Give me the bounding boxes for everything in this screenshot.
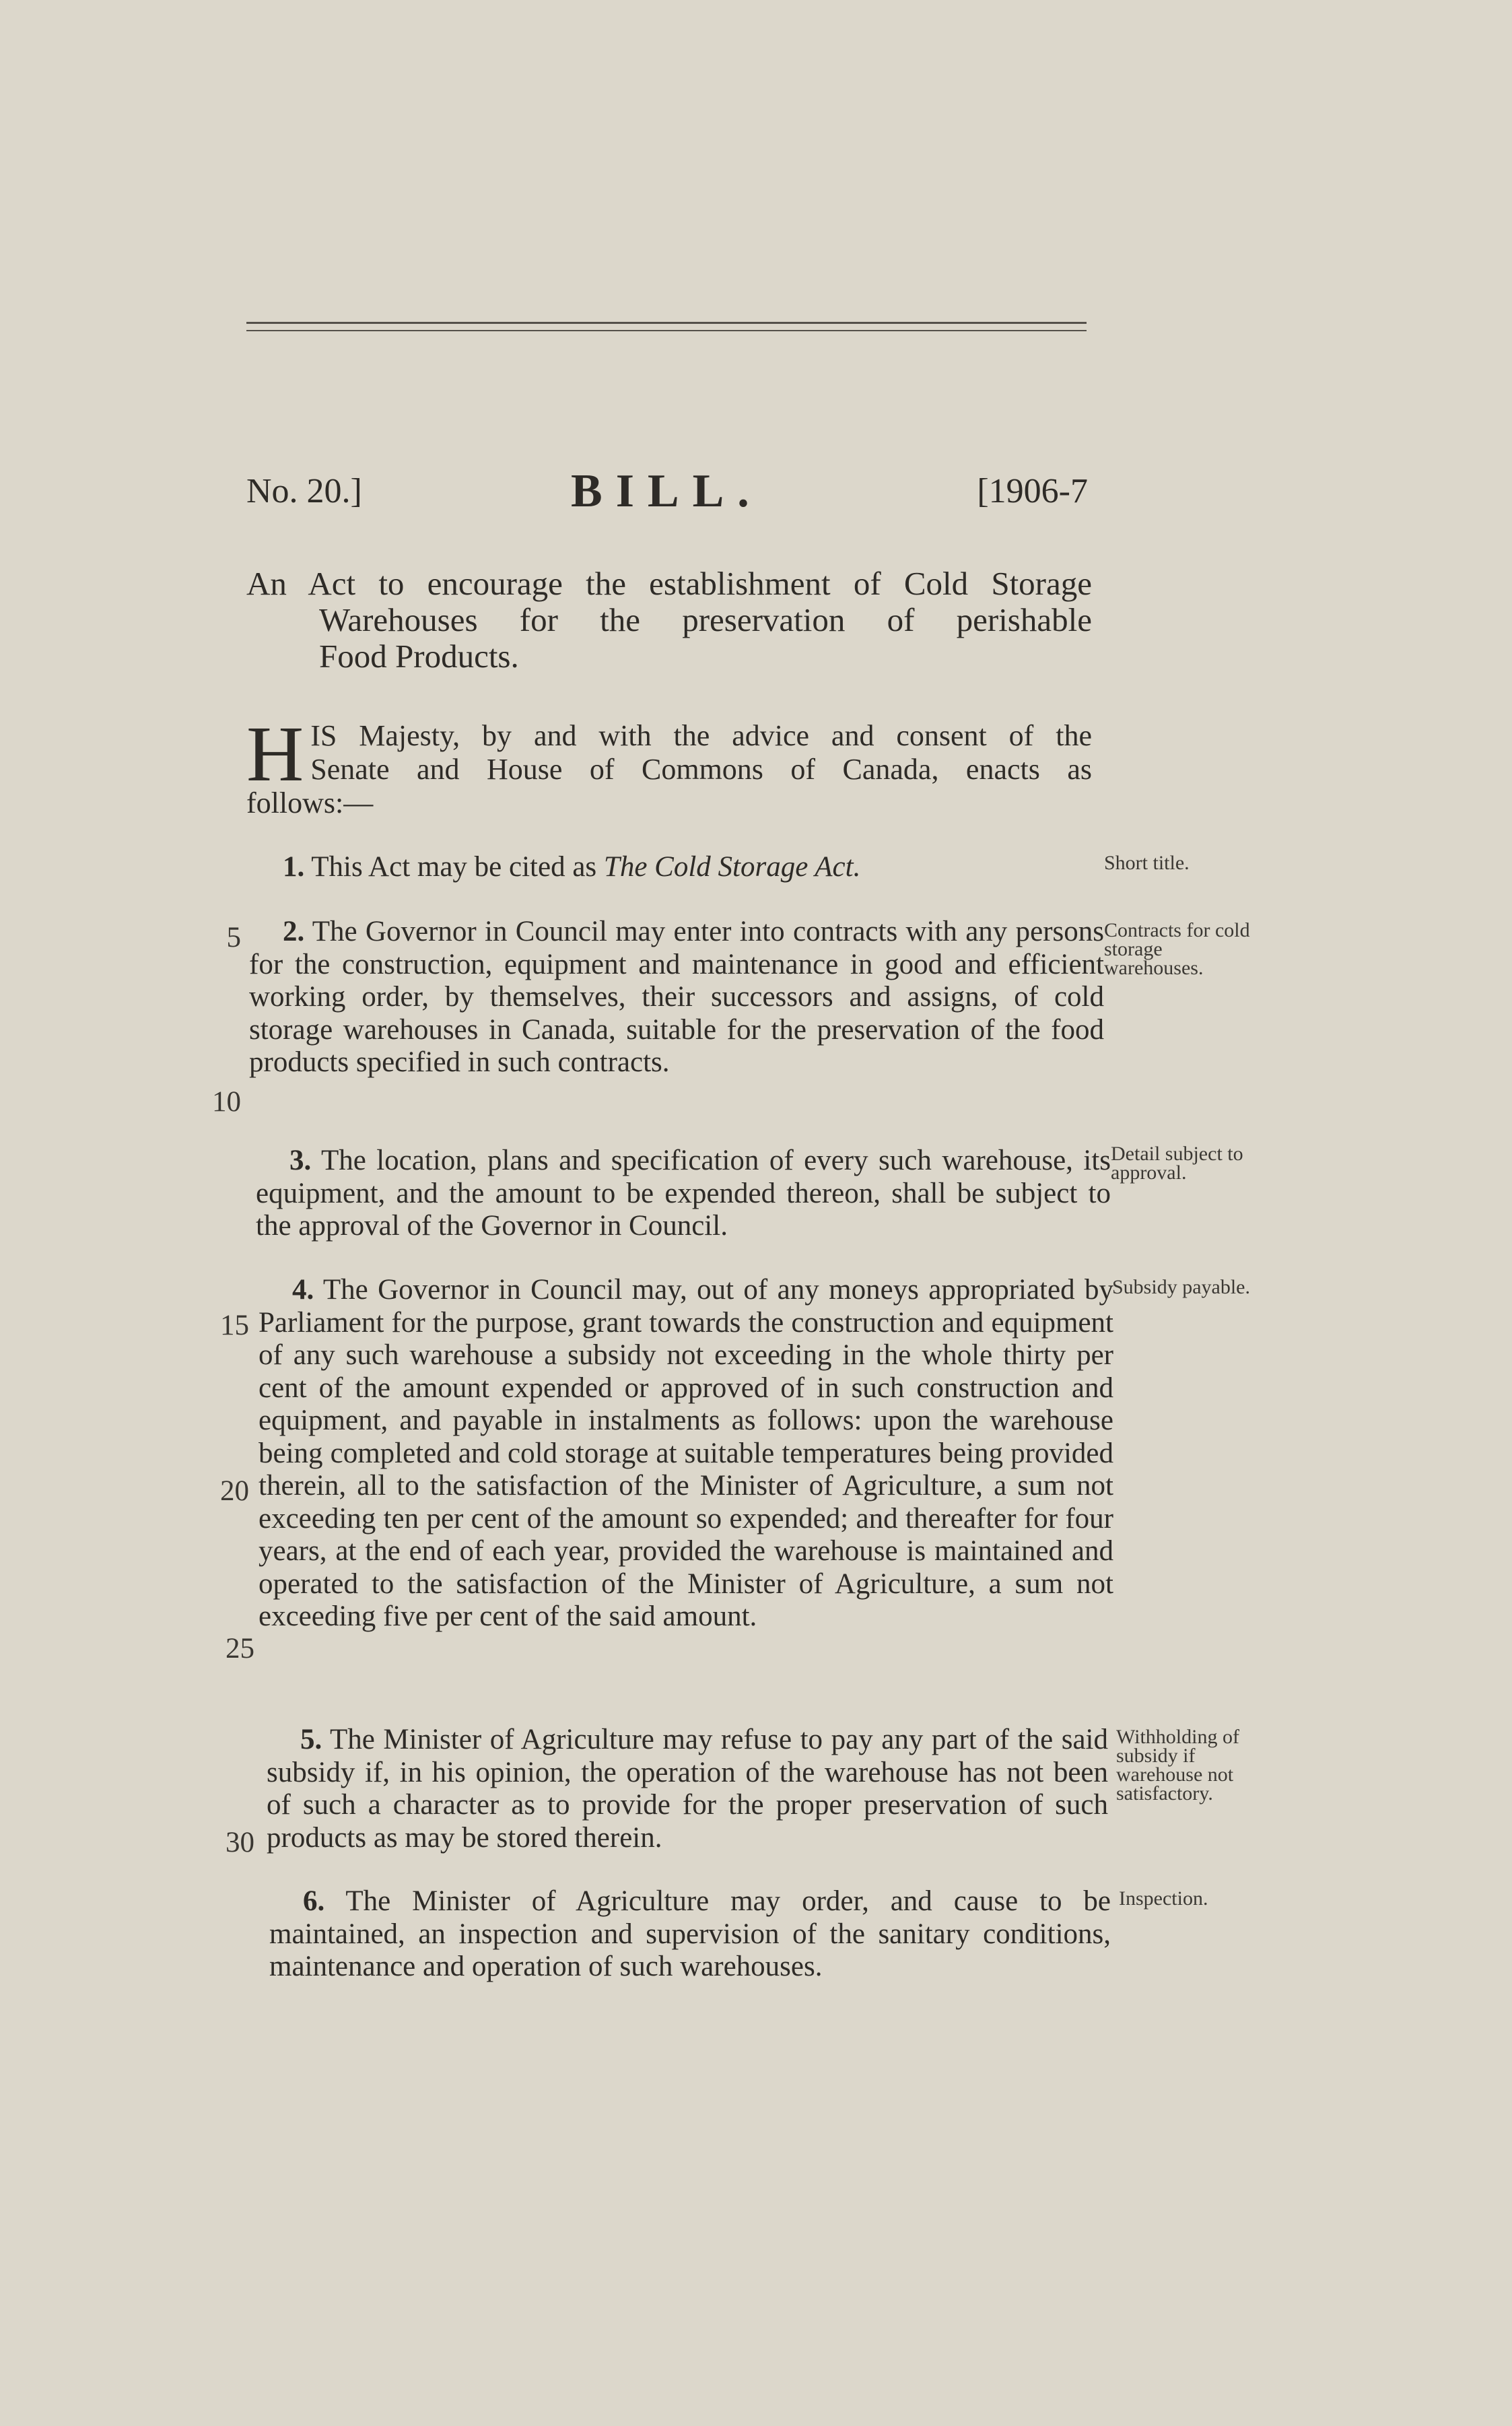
line-number-20: 20 [220,1475,249,1507]
act-title-line-1: An Act to encourage the establishment of Cold Storage [246,565,1092,602]
section-6 [269,1885,1111,1984]
section-text: The Governor in Council may, out of any moneys appropriated by Parliament for the purpose, grant towards the construction and equipment of any such warehouse a subsidy not exceeding in the whole thirty per cent of the amount expended or approved of in such construction and equipment, and payable in instalments as follows: upon the warehouse being completed and cold storage at suitable temperatures being provided therein, all to the satisfaction of the Minister of Agriculture, a sum not exceeding ten per cent of the amount so expended; and thereafter for four years, at the end of each year, provided the warehouse is maintained and operated to the satisfaction of the Minister of Agriculture, a sum not exceeding five per cent of the said amount. [259,1274,1113,1632]
line-number-30: 30 [226,1827,254,1858]
top-rule [246,322,1087,324]
section-number: 1. [283,851,305,883]
section-1 [249,851,1077,884]
enacting-clause [246,710,1092,820]
short-title-italic: The Cold Storage Act. [603,851,861,883]
margin-note-contracts: Contracts for cold storage warehouses. [1104,919,1250,979]
enacting-line-3: follows:— [246,786,374,819]
section-number: 6. [303,1885,325,1917]
section-number: 3. [289,1145,312,1176]
act-title [246,566,1092,675]
section-2 [249,916,1104,1079]
margin-note-inspection: Inspection. [1119,1887,1208,1910]
section-5 [267,1724,1108,1854]
margin-note-short-title: Short title. [1104,852,1190,874]
bill-number: No. 20.] [246,472,362,510]
bill-heading: BILL. [571,465,763,517]
act-title-line-2: Warehouses for the preservation of perishable [319,601,1092,638]
section-text: The Minister of Agriculture may order, and cause to be maintained, an inspection and supervision of the sanitary conditions, maintenance and operation of such warehouses. [269,1885,1111,1982]
margin-note-subsidy: Subsidy payable. [1112,1276,1250,1298]
section-text: The Minister of Agriculture may refuse to pay any part of the said subsidy if, in his opinion, the operation of the warehouse has not been of such a character as to provide for the proper preservation of such products as may be stored therein. [267,1724,1108,1854]
enacting-line-1: IS Majesty, by and with the advice and consent of the [310,719,1092,752]
bill-header [246,465,1088,525]
section-number: 5. [300,1724,322,1755]
margin-note-withholding: Withholding of subsidy if warehouse not satisfactory. [1116,1726,1239,1805]
section-text: The location, plans and specification of every such warehouse, its equipment, and the amount to be expended thereon, shall be subject to the approval of the Governor in Council. [256,1145,1111,1242]
margin-note-detail: Detail subject to approval. [1111,1143,1243,1184]
section-text: The Governor in Council may enter into contracts with any persons for the construction, equipment and maintenance in good and efficient working order, by themselves, their successors and assigns, of cold storage warehouses in Canada, suitable for the preservation of the food products specified in such contracts. [249,916,1104,1078]
line-number-25: 25 [226,1633,254,1664]
section-4 [259,1274,1113,1633]
line-number-15: 15 [220,1310,249,1341]
section-text: This Act may be cited as [311,851,604,883]
section-number: 2. [283,916,305,947]
section-3 [256,1145,1111,1243]
session-year: [1906-7 [977,472,1088,510]
enacting-line-2: Senate and House of Commons of Canada, enacts as [310,753,1092,786]
top-rule-double [246,330,1087,331]
drop-cap: H [246,710,304,798]
line-number-10: 10 [212,1086,241,1118]
line-number-5: 5 [226,922,241,953]
section-number: 4. [292,1274,314,1306]
act-title-line-3: Food Products. [319,638,519,675]
